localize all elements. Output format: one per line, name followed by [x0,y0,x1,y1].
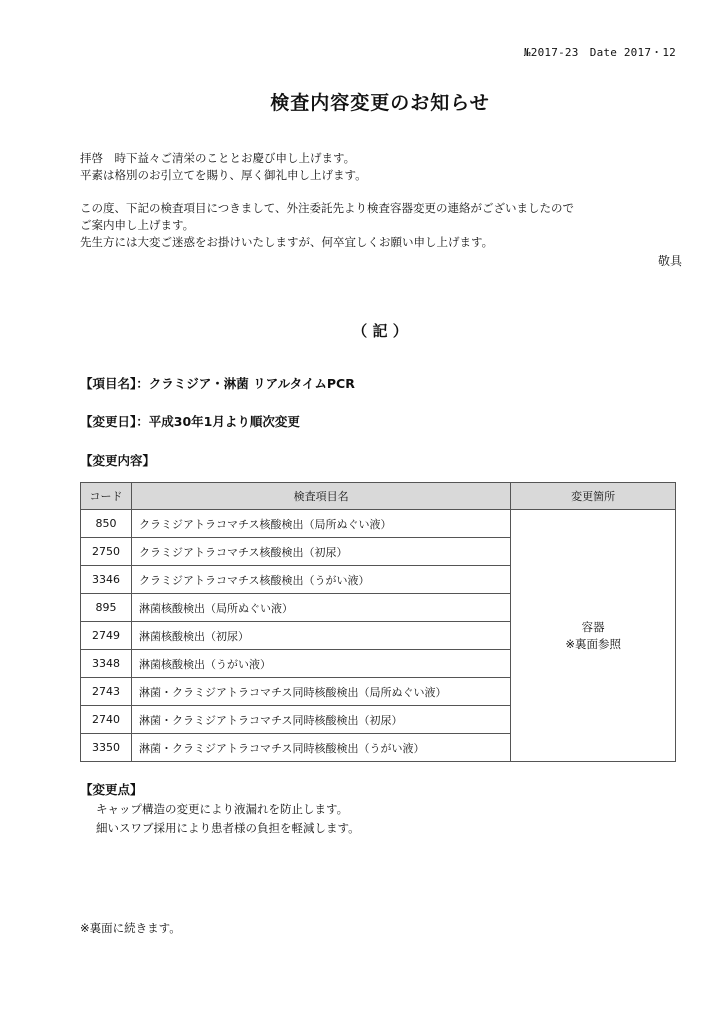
row-item-name: 淋菌・クラミジアトラコマチス同時核酸検出（局所ぬぐい液） [131,678,510,706]
row-item-name: 淋菌・クラミジアトラコマチス同時核酸検出（うがい液） [131,734,510,762]
header-change-location: 変更箇所 [511,483,676,510]
change-points-heading: 【変更点】 [80,782,143,797]
row-code: 3346 [81,566,132,594]
location-container: 容器 [581,619,605,634]
greeting-line: 先生方には大変ご迷惑をお掛けいたしますが、何卒宜しくお願い申し上げます。 [80,235,494,249]
row-code: 895 [81,594,132,622]
ki-heading: （ 記 ） [352,322,408,340]
change-point-item: キャップ構造の変更により液漏れを防止します。 [96,802,349,816]
header-code: コード [81,483,132,510]
page-title: 検査内容変更のお知らせ [270,92,490,114]
row-item-name: クラミジアトラコマチス核酸検出（局所ぬぐい液） [131,510,510,538]
greeting-line: この度、下記の検査項目につきまして、外注委託先より検査容器変更の連絡がございましたので [80,201,575,215]
change-content-heading: 【変更内容】 [80,453,156,468]
document-number: №2017-23 Date 2017・12 [523,46,676,59]
closing-keigu: 敬具 [657,254,682,268]
header-item-name: 検査項目名 [131,483,510,510]
greeting-line: ご案内申し上げます。 [80,218,195,232]
change-location-cell [511,510,676,762]
table-header-row [81,483,676,510]
row-item-name: クラミジアトラコマチス核酸検出（うがい液） [131,566,510,594]
change-points-list [96,800,360,838]
location-note: ※裏面参照 [565,636,621,651]
greeting-line: 拝啓 時下益々ご清栄のこととお慶び申し上げます。 [80,151,356,165]
change-date-field: 【変更日】：平成30年1月より順次変更 [80,414,300,429]
greeting-block-2 [80,200,574,251]
row-item-name: 淋菌・クラミジアトラコマチス同時核酸検出（初尿） [131,706,510,734]
row-code: 3348 [81,650,132,678]
change-point-item: 細いスワブ採用により患者様の負担を軽減します。 [96,821,360,835]
greeting-block-1 [80,150,367,184]
table-row [81,510,676,538]
row-code: 2749 [81,622,132,650]
change-table [80,482,676,762]
footer-note: ※裏面に続きます。 [80,921,181,935]
row-code: 2743 [81,678,132,706]
greeting-line: 平素は格別のお引立てを賜り、厚く御礼申し上げます。 [80,168,367,182]
row-code: 850 [81,510,132,538]
row-item-name: 淋菌核酸検出（初尿） [131,622,510,650]
item-name-field: 【項目名】：クラミジア・淋菌 リアルタイムPCR [80,376,355,391]
row-item-name: 淋菌核酸検出（うがい液） [131,650,510,678]
row-item-name: 淋菌核酸検出（局所ぬぐい液） [131,594,510,622]
row-item-name: クラミジアトラコマチス核酸検出（初尿） [131,538,510,566]
row-code: 2750 [81,538,132,566]
row-code: 3350 [81,734,132,762]
row-code: 2740 [81,706,132,734]
